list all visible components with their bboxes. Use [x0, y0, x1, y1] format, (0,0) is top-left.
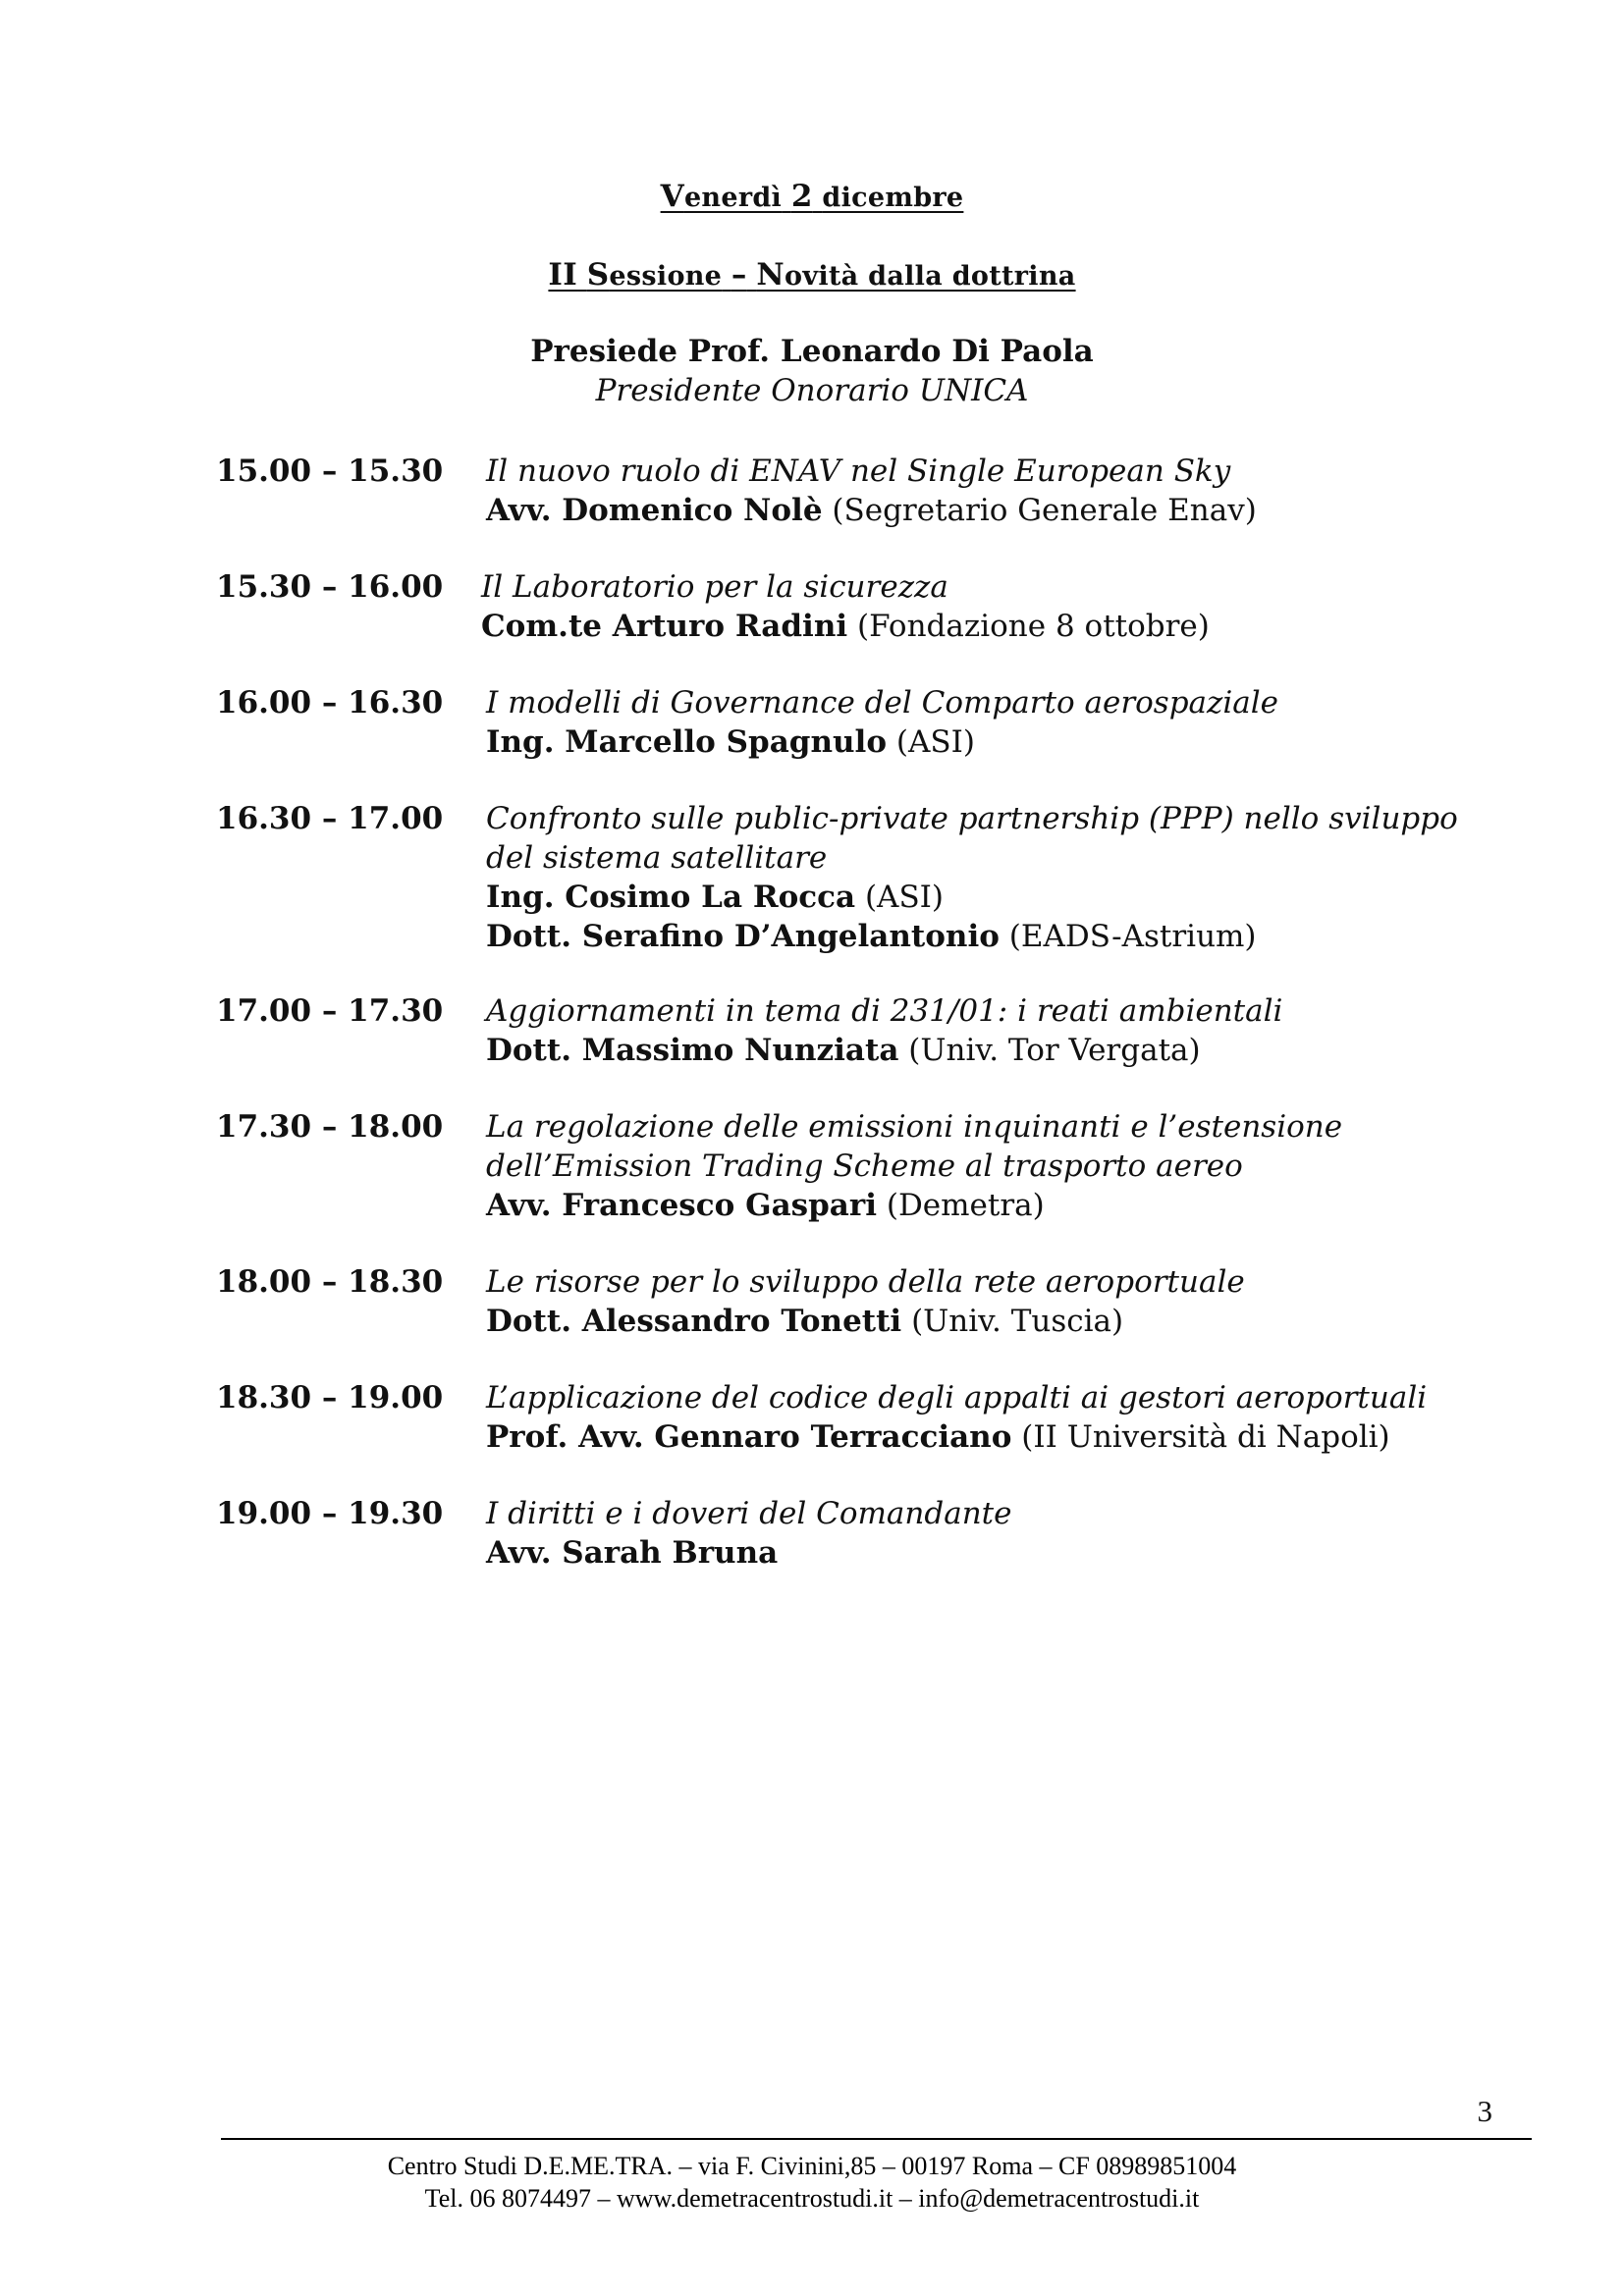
- program-time: 16.00 – 16.30: [216, 685, 444, 721]
- talk-title: Il Laboratorio per la sicurezza: [481, 569, 948, 605]
- talk-title: Il nuovo ruolo di ENAV nel Single European Sky: [486, 454, 1231, 489]
- speaker-name: Dott. Serafino D’Angelantonio: [486, 919, 1000, 954]
- speaker-affiliation: (Fondazione 8 ottobre): [847, 609, 1210, 644]
- session-dash: –: [731, 257, 747, 293]
- speaker: [486, 1302, 1546, 1341]
- session-topic-initial: N: [756, 257, 785, 293]
- talk-title: I diritti e i doveri del Comandante: [486, 1496, 1012, 1531]
- program-time: 17.00 – 17.30: [216, 993, 444, 1029]
- speaker: [486, 1533, 1546, 1573]
- speaker-name: Ing. Marcello Spagnulo: [486, 724, 888, 760]
- program-body: [486, 683, 1546, 762]
- program-time: 18.30 – 19.00: [216, 1380, 444, 1415]
- program-time: 18.00 – 18.30: [216, 1264, 444, 1300]
- footer-divider: [221, 2138, 1532, 2140]
- talk-title: dell’Emission Trading Scheme al trasporto aereo: [486, 1148, 1243, 1184]
- program-body: [486, 1494, 1546, 1573]
- speaker-name: Avv. Sarah Bruna: [486, 1535, 779, 1571]
- session-chair-role: Presidente Onorario UNICA: [595, 373, 1029, 408]
- speaker: [486, 491, 1546, 530]
- day-heading-number: 2: [790, 179, 813, 214]
- speaker-affiliation: (EADS-Astrium): [999, 919, 1257, 954]
- program-time: 19.00 – 19.30: [216, 1496, 444, 1531]
- speaker-affiliation: (Univ. Tuscia): [901, 1304, 1124, 1339]
- speaker-name: Dott. Alessandro Tonetti: [486, 1304, 902, 1339]
- session-chair: Presiede Prof. Leonardo Di Paola: [530, 334, 1094, 369]
- program-body: [486, 1262, 1546, 1341]
- speaker-name: Com.te Arturo Radini: [481, 609, 848, 644]
- talk-title: del sistema satellitare: [486, 840, 828, 876]
- speaker-affiliation: (Segretario Generale Enav): [822, 493, 1257, 528]
- session-rest: essione: [609, 261, 723, 292]
- speaker-name: Avv. Domenico Nolè: [486, 493, 823, 528]
- speaker-name: Ing. Cosimo La Rocca: [486, 880, 856, 915]
- speaker: [481, 607, 1542, 646]
- speaker-name: Dott. Massimo Nunziata: [486, 1033, 899, 1068]
- speaker: [486, 1186, 1546, 1225]
- speaker: [486, 878, 1546, 917]
- program-body: [481, 567, 1542, 646]
- session-heading: [0, 257, 1624, 293]
- day-heading: [0, 179, 1624, 214]
- day-heading-rest: enerdì: [683, 183, 783, 213]
- speaker-name: Avv. Francesco Gaspari: [486, 1188, 877, 1223]
- program-body: [486, 1107, 1546, 1225]
- program-body: [486, 799, 1546, 956]
- talk-title: La regolazione delle emissioni inquinanti e l’estensione: [486, 1109, 1343, 1145]
- speaker: [486, 722, 1546, 762]
- speaker-name: Prof. Avv. Gennaro Terracciano: [486, 1419, 1012, 1455]
- session-initial: S: [586, 257, 610, 293]
- speaker-affiliation: (ASI): [855, 880, 945, 915]
- page-number: 3: [1477, 2094, 1492, 2128]
- speaker-affiliation: (ASI): [887, 724, 975, 760]
- program-body: [486, 452, 1546, 530]
- footer-contacts: Tel. 06 8074497 – www.demetracentrostudi.it – info@demetracentrostudi.it: [424, 2184, 1200, 2213]
- program-time: 15.00 – 15.30: [216, 454, 444, 489]
- speaker-affiliation: (Demetra): [877, 1188, 1045, 1223]
- talk-title: L’applicazione del codice degli appalti ai gestori aeroportuali: [486, 1380, 1428, 1415]
- session-topic-rest: ovità dalla dottrina: [785, 261, 1076, 292]
- day-heading-initial: V: [660, 179, 684, 214]
- program-time: 15.30 – 16.00: [216, 569, 444, 605]
- program-time: 17.30 – 18.00: [216, 1109, 444, 1145]
- talk-title: Confronto sulle public-private partnership (PPP) nello sviluppo: [486, 801, 1458, 836]
- speaker: [486, 1417, 1546, 1457]
- day-heading-month: dicembre: [822, 183, 964, 213]
- footer-address: Centro Studi D.E.ME.TRA. – via F. Civinini,85 – 00197 Roma – CF 08989851004: [387, 2152, 1237, 2180]
- talk-title: I modelli di Governance del Comparto aerospaziale: [486, 685, 1279, 721]
- speaker: [486, 917, 1546, 956]
- talk-title: Le risorse per lo sviluppo della rete aeroportuale: [486, 1264, 1245, 1300]
- talk-title: Aggiornamenti in tema di 231/01: i reati ambientali: [486, 993, 1283, 1029]
- speaker-affiliation: (II Università di Napoli): [1011, 1419, 1390, 1455]
- program-body: [486, 1378, 1546, 1457]
- speaker: [486, 1031, 1546, 1070]
- session-roman: II: [548, 257, 578, 293]
- speaker-affiliation: (Univ. Tor Vergata): [898, 1033, 1201, 1068]
- program-time: 16.30 – 17.00: [216, 801, 444, 836]
- program-body: [486, 991, 1546, 1070]
